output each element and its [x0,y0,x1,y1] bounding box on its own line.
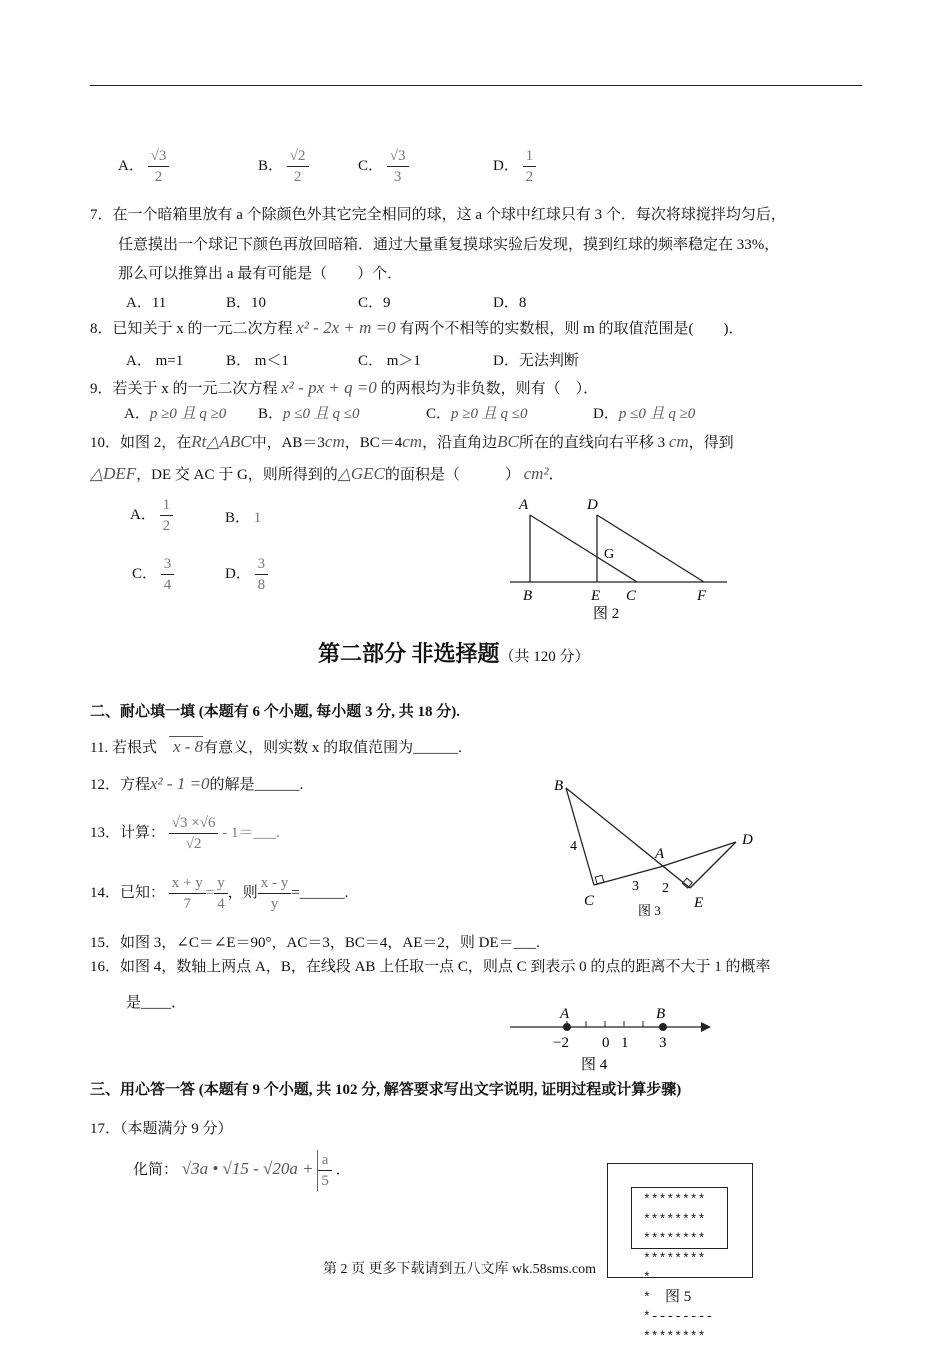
fig2-label-d: D [586,497,598,513]
fig4-tick-m2: −2 [553,1035,569,1051]
q8-stem: 8．已知关于 x 的一元二次方程 x² - 2x + m =0 有两个不相等的实数根，则 m 的取值范围是( )． [90,317,744,338]
fig4-tick-1: 1 [621,1035,629,1051]
q9-option-c: C．p ≥0 且 q ≤0 [426,402,527,423]
q7-option-a: A．11 [126,291,166,312]
fig4-point-b [659,1023,667,1031]
figure-3 [548,770,768,920]
fig5-row: ******** [643,1249,713,1269]
fig5-row: *-------- [643,1307,713,1327]
fig3-caption: 图 3 [638,903,661,918]
q13: 13．计算： $\frac{√3 \times√6}{√2}$ - 1＝___. [90,813,280,854]
fig2-label-f: F [696,588,707,604]
q6-option-b: B． $\frac{√2}{2}$ [258,146,309,187]
fig4-tick-0: 0 [602,1035,610,1051]
fig3-label-a: A [654,846,665,862]
q8-option-b: B． m＜1 [226,349,289,370]
q6-option-a: A． $\frac{√3}{2}$ [118,146,169,187]
page-footer: 第 2 页 更多下载请到五八文库 wk.58sms.com [323,1258,596,1278]
fig4-point-a [563,1023,571,1031]
section2-heading: 二、耐心填一填 (本题有 6 个小题, 每小题 3 分, 共 18 分). [90,700,460,721]
fig4-caption: 图 4 [581,1056,608,1073]
q11: 11. 若根式 x - 8有意义，则实数 x 的取值范围为______. [90,736,462,757]
q17-head: 17．（本题满分 9 分） [90,1117,233,1138]
q9-option-a: A．p ≥0 且 q ≥0 [124,402,226,423]
fig3-label-e: E [693,895,703,911]
fig5-row: * [643,1288,713,1308]
q10-option-a: A． $\frac{1}{2}$ [130,495,173,536]
fig3-label-b: B [554,778,563,794]
fig2-label-a: A [518,497,529,513]
q7-option-c: C．9 [358,291,391,312]
fig5-row: ******** [643,1190,713,1210]
fig4-tick-3: 3 [659,1035,667,1051]
q8-option-a: A． m=1 [126,349,183,370]
fig5-row: ******** [643,1229,713,1249]
fig2-label-e: E [590,588,600,604]
q9-stem: 9．若关于 x 的一元二次方程 x² - px + q =0 的两根均为非负数，则有（ ）． [90,377,598,398]
q8-option-c: C． m＞1 [358,349,421,370]
q16-line2: 是____． [126,991,186,1012]
section3-heading: 三、用心答一答 (本题有 9 个小题, 共 102 分, 解答要求写出文字说明, 证明过程或计算步骤) [90,1078,681,1099]
fig3-len-2: 2 [662,881,669,896]
fig3-label-d: D [741,832,753,848]
fig5-row: *- [643,1268,713,1288]
figure-4 [505,1003,720,1075]
q10-option-d: D． $\frac{3}{8}$ [225,554,268,595]
fig2-label-b: B [523,588,532,604]
fig2-label-c: C [626,588,637,604]
q15: 15．如图 3，∠C＝∠E＝90°，AC＝3，BC＝4，AE＝2，则 DE＝___. [90,931,540,952]
fig2-label-g: G [604,547,614,562]
q7-line2: 任意摸出一个球记下颜色再放回暗箱．通过大量重复摸球实验后发现，摸到红球的频率稳定在 33%， [118,233,779,254]
q10-line2: △DEF，DE 交 AC 于 G，则所得到的△GEC的面积是（ ） cm²． [90,463,564,484]
q12: 12．方程x² - 1 =0的解是______. [90,773,303,794]
q6-option-c: C． $\frac{√3}{3}$ [358,146,409,187]
fig3-len-4: 4 [570,839,577,854]
fig3-len-3: 3 [632,879,639,894]
fig4-label-b: B [656,1006,665,1022]
q8-option-d: D．无法判断 [493,349,579,370]
q9-option-b: B．p ≤0 且 q ≤0 [258,402,359,423]
q10-option-b: B． 1 [225,506,261,527]
q9-option-d: D．p ≤0 且 q ≥0 [593,402,695,423]
fig5-row: ******** [643,1210,713,1230]
q16-line1: 16．如图 4，数轴上两点 A，B，在线段 AB 上任取一点 C，则点 C 到表示 0 的点的距离不大于 1 的概率 [90,955,770,976]
q14: 14．已知： $\frac{x + y}{7}$ = $\frac{y}{4}$ ，则 $\frac{x - y}{y}$ =______. [90,873,348,914]
fig5-row: ******** [643,1327,713,1346]
q7-option-b: B．10 [226,291,266,312]
q6-option-d: D． $\frac{1}{2}$ [493,146,536,187]
q17-expr: 化简： √3a • √15 - √20a + $\frac{a}{5}$ ． [133,1150,351,1191]
figure-2 [505,490,735,625]
fig5-caption: 图 5 [665,1285,691,1306]
part2-title: 第二部分 非选择题（共 120 分） [318,637,590,668]
fig3-label-c: C [584,893,595,909]
q7-line1: 7．在一个暗箱里放有 a 个除颜色外其它完全相同的球，这 a 个球中红球只有 3 个．每次将球搅拌均匀后， [90,203,786,224]
fig2-caption: 图 2 [593,605,619,622]
figure-5-stars [643,1190,713,1346]
q7-option-d: D．8 [493,291,526,312]
q7-line3: 那么可以推算出 a 最有可能是（ ）个． [118,262,402,283]
fig4-label-a: A [559,1006,570,1022]
header-rule [90,85,862,86]
q10-line1: 10．如图 2，在Rt△ABC中，AB＝3cm，BC＝4cm，沿直角边BC所在的直线向右平移 3 cm，得到 [90,431,734,452]
q10-option-c: C． $\frac{3}{4}$ [132,554,174,595]
